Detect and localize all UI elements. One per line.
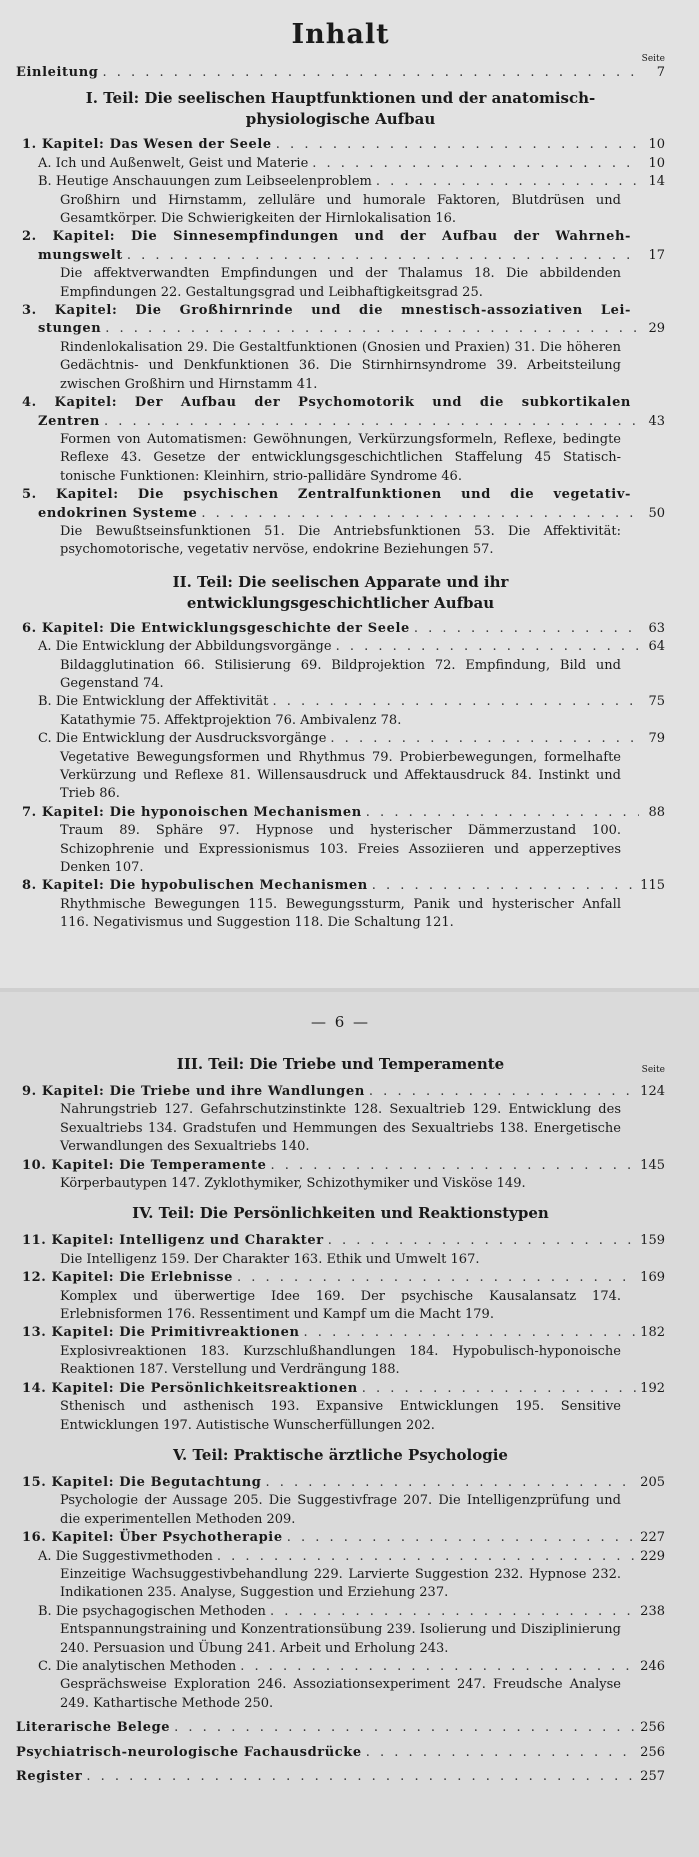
toc-entry-chapter[interactable]: 16. Kapitel: Über Psychotherapie . . . 227 [16, 1529, 665, 1547]
toc-entry-chapter[interactable]: 1. Kapitel: Das Wesen der Seele . . . 10 [16, 136, 665, 154]
toc-entry-chapter[interactable]: 12. Kapitel: Die Erlebnisse . . . 169 [16, 1269, 665, 1287]
toc-entry-section[interactable]: A. Die Suggestivmethoden . . . 229 [16, 1548, 665, 1566]
entry-page: 7 [656, 65, 665, 80]
part-title: III. Teil: Die Triebe und Temperamente [176, 1055, 505, 1073]
entry-label: Einleitung [16, 65, 99, 80]
entry-description: Bildagglutination 66. Stilisierung 69. Bildprojektion 72. Empfindung, Bild und Gegenstand 74. [60, 657, 621, 691]
part-title: II. Teil: Die seelischen Apparate und ihr entwicklungsgeschichtlicher Aufbau [172, 572, 509, 612]
entry-description: Die Bewußtseinsfunktionen 51. Die Antriebsfunktionen 53. Die Affektivität: psychomotorische, vegetativ nervöse, endokrine Beziehungen 57. [60, 523, 621, 558]
part-title: I. Teil: Die seelischen Hauptfunktionen und der anatomisch-physiologische Aufbau [85, 89, 596, 129]
toc-entry-einleitung[interactable] [16, 64, 665, 82]
toc-entry-chapter[interactable]: 10. Kapitel: Die Temperamente . . . 145 [16, 1157, 665, 1175]
toc-entry-chapter[interactable]: 5. Kapitel: Die psychischen Zentralfunktionen und die vegetativ- endokrinen Systeme . . . 50 [16, 486, 665, 523]
entry-description: Nahrungstrieb 127. Gefahrschutzinstinkte 128. Sexualtrieb 129. Entwicklung des Sexualtriebs 134. Gradstufen und Hemmungen des Sexualtriebs 138. Energetische Verwandlungen des Sexualtriebs 140. [60, 1102, 621, 1155]
toc-entry-chapter[interactable]: 6. Kapitel: Die Entwicklungsgeschichte der Seele . . . 63 [16, 620, 665, 638]
toc-entry-register[interactable]: Register . . . 257 [16, 1768, 665, 1786]
entry-description: Gesprächsweise Exploration 246. Assoziationsexperiment 247. Freudsche Analyse 249. Kathartische Methode 250. [60, 1677, 621, 1711]
seite-label: Seite [641, 54, 665, 64]
toc-entry-section[interactable]: A. Ich und Außenwelt, Geist und Materie . . . 10 [16, 155, 665, 173]
page-title: Inhalt [291, 19, 390, 50]
toc-entry-chapter[interactable]: 3. Kapitel: Die Großhirnrinde und die mnestisch-assoziativen Lei- stungen . . . 29 [16, 302, 665, 339]
entry-description: Die affektverwandten Empfindungen und der Thalamus 18. Die abbildenden Empfindungen 22. Gestaltungsgrad und Leibhaftigkeitsgrad 25. [60, 266, 621, 300]
entry-description: Vegetative Bewegungsformen und Rhythmus 79. Probierbewegungen, formelhafte Verkürzung und Reflexe 81. Willensausdruck und Affektausdruck 84. Instinkt und Trieb 86. [60, 749, 621, 802]
toc-entry-chapter[interactable]: 14. Kapitel: Die Persönlichkeitsreaktionen . . . 192 [16, 1380, 665, 1398]
toc-entry-chapter[interactable]: 15. Kapitel: Die Begutachtung . . . 205 [16, 1474, 665, 1492]
toc-entry-belege[interactable]: Literarische Belege . . . 256 [16, 1719, 665, 1737]
entry-description: Die Intelligenz 159. Der Charakter 163. Ethik und Umwelt 167. [60, 1251, 480, 1267]
toc-entry-section[interactable]: B. Die Entwicklung der Affektivität . . . 75 [16, 693, 665, 711]
entry-description: Explosivreaktionen 183. Kurzschlußhandlungen 184. Hypobulisch-hyponoische Reaktionen 187. Verstellung und Verdrängung 188. [60, 1343, 621, 1378]
toc-entry-chapter[interactable]: 11. Kapitel: Intelligenz und Charakter . . . 159 [16, 1232, 665, 1250]
entry-description: Rindenlokalisation 29. Die Gestaltfunktionen (Gnosien und Praxien) 31. Die höheren Gedächtnis- und Denkfunktionen 36. Die Stirnhirnsyndrome 39. Arbeitsteilung zwischen Großhirn und Hirnstamm 41. [60, 339, 621, 392]
part-title: IV. Teil: Die Persönlichkeiten und Reaktionstypen [132, 1204, 549, 1223]
toc-entry-chapter[interactable]: 8. Kapitel: Die hypobulischen Mechanismen . . . 115 [16, 877, 665, 895]
entry-description: Sthenisch und asthenisch 193. Expansive Entwicklungen 195. Sensitive Entwicklungen 197. Autistische Wunscherfüllungen 202. [60, 1399, 621, 1433]
entry-description: Einzeitige Wachsuggestivbehandlung 229. Larvierte Suggestion 232. Hypnose 232. Indikationen 235. Analyse, Suggestion und Erziehung 237. [60, 1566, 621, 1601]
toc-entry-section[interactable]: C. Die Entwicklung der Ausdrucksvorgänge . . . 79 [16, 730, 665, 748]
entry-description: Psychologie der Aussage 205. Die Suggestivfrage 207. Die Intelligenzprüfung und die experimentellen Methoden 209. [60, 1493, 621, 1527]
toc-entry-fachausdruecke[interactable]: Psychiatrisch-neurologische Fachausdrücke . . . 256 [16, 1744, 665, 1762]
entry-description: Traum 89. Sphäre 97. Hypnose und hysterischer Dämmerzustand 100. Schizophrenie und Expressionismus 103. Freies Assoziieren und apperzeptives Denken 107. [60, 823, 621, 876]
entry-description: Entspannungstraining und Konzentrationsübung 239. Isolierung und Disziplinierung 240. Persuasion und Übung 241. Arbeit und Erholung 243. [60, 1622, 621, 1656]
toc-entry-chapter[interactable]: 2. Kapitel: Die Sinnesempfindungen und der Aufbau der Wahrneh- mungswelt . . . 17 [16, 228, 665, 265]
toc-entry-chapter[interactable]: 13. Kapitel: Die Primitivreaktionen . . . 182 [16, 1324, 665, 1342]
toc-entry-section[interactable]: B. Heutige Anschauungen zum Leibseelenproblem . . . 14 [16, 173, 665, 191]
entry-description: Formen von Automatismen: Gewöhnungen, Verkürzungsformeln, Reflexe, bedingte Reflexe 43. Gesetze der entwicklungsgeschichtlichen Staffelung 45 Statisch-tonische Funktionen: Kleinhirn, strio-pallidäre Syndrome 46. [60, 431, 621, 484]
seite-label: Seite [641, 1065, 665, 1075]
toc-entry-section[interactable]: C. Die analytischen Methoden . . . 246 [16, 1658, 665, 1676]
toc-entry-chapter[interactable]: 9. Kapitel: Die Triebe und ihre Wandlungen . . . 124 [16, 1083, 665, 1101]
toc-entry-chapter[interactable]: 7. Kapitel: Die hyponoischen Mechanismen . . . 88 [16, 804, 665, 822]
entry-description: Körperbautypen 147. Zyklothymiker, Schizothymiker und Visköse 149. [60, 1176, 526, 1192]
toc-page-2 [0, 992, 699, 1857]
page-number: — 6 — [310, 1013, 371, 1031]
entry-description: Komplex und überwertige Idee 169. Der psychische Kausalansatz 174. Erlebnisformen 176. Ressentiment und Kampf um die Macht 179. [60, 1288, 621, 1323]
entry-description: Rhythmische Bewegungen 115. Bewegungssturm, Panik und hysterischer Anfall 116. Negativismus und Suggestion 118. Die Schaltung 121. [60, 896, 621, 931]
toc-entry-section[interactable]: B. Die psychagogischen Methoden . . . 238 [16, 1603, 665, 1621]
toc-entry-chapter[interactable]: 4. Kapitel: Der Aufbau der Psychomotorik und die subkortikalen Zentren . . . 43 [16, 394, 665, 431]
part-title: V. Teil: Praktische ärztliche Psychologie [173, 1445, 508, 1464]
toc-entry-section[interactable]: A. Die Entwicklung der Abbildungsvorgänge . . . 64 [16, 638, 665, 656]
entry-description: Großhirn und Hirnstamm, zelluläre und humorale Faktoren, Blutdrüsen und Gesamtkörper. Die Schwierigkeiten der Hirnlokalisation 16. [60, 192, 621, 227]
entry-description: Katathymie 75. Affektprojektion 76. Ambivalenz 78. [60, 712, 402, 728]
